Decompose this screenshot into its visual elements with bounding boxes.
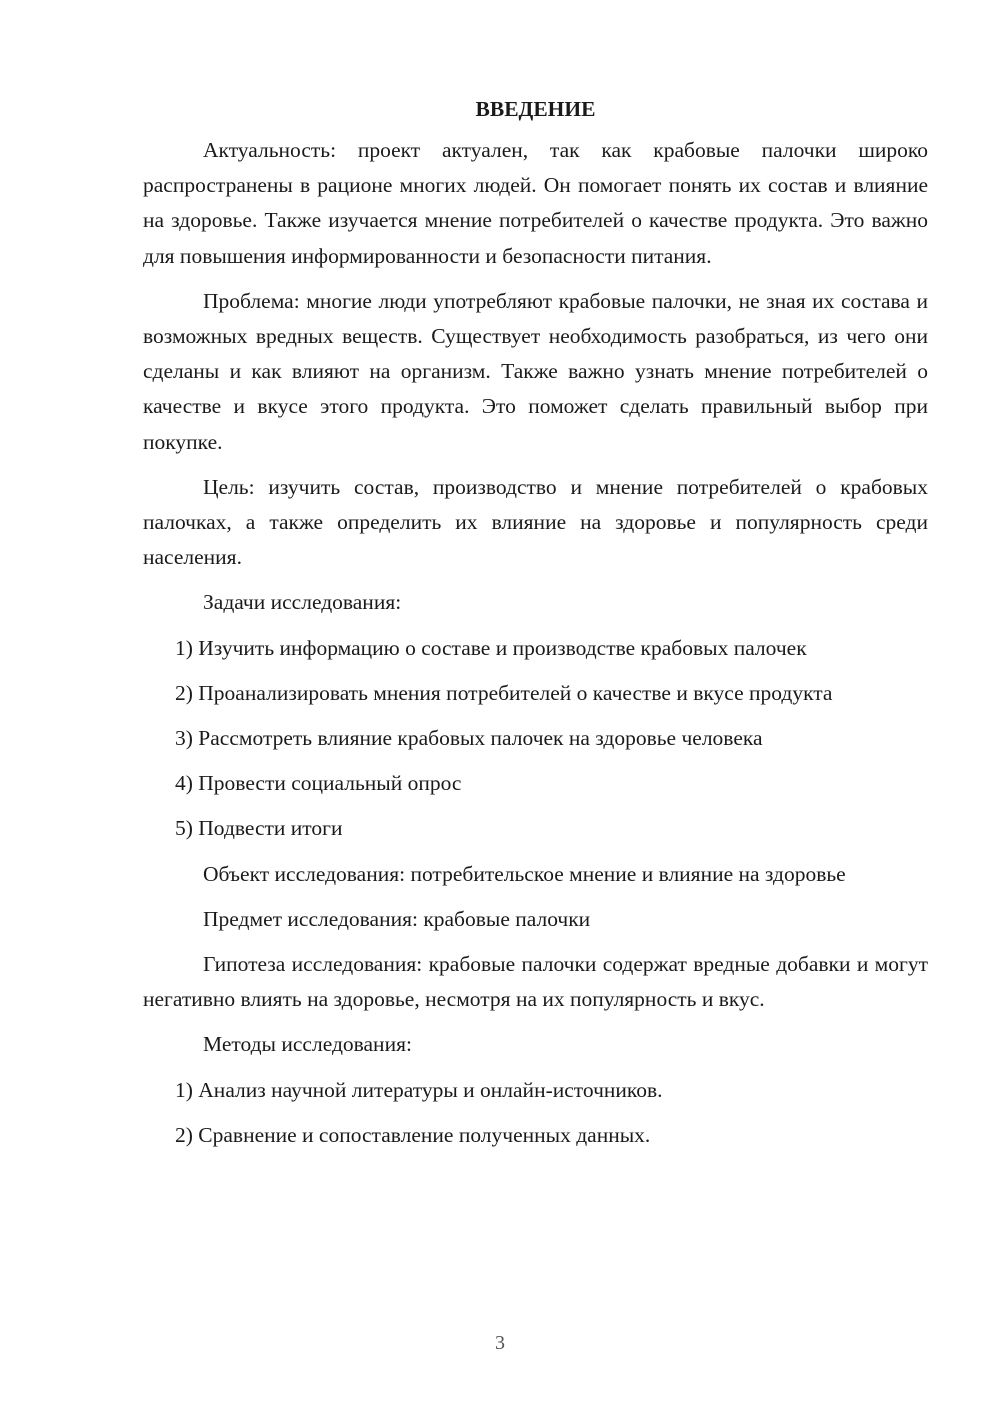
method-item: 1) Анализ научной литературы и онлайн-источников. (175, 1077, 663, 1102)
task-item: 5) Подвести итоги (175, 816, 343, 841)
problem-paragraph: Проблема: многие люди употребляют крабовые палочки, не зная их состава и возможных вредных веществ. Существует необходимость разобраться, из чего они сделаны и как влияют на организм. Также важно узнать мнение потребителей о качестве и вкусе этого продукта. Это поможет сделать правильный выбор при покупке. (143, 288, 928, 454)
page-number: 3 (495, 1332, 505, 1354)
tasks-heading: Задачи исследования: (203, 590, 402, 615)
document-page (143, 92, 928, 1163)
subject-paragraph: Предмет исследования: крабовые палочки (203, 906, 591, 931)
task-item: 3) Рассмотреть влияние крабовых палочек на здоровье человека (175, 726, 763, 751)
methods-heading: Методы исследования: (203, 1032, 412, 1057)
section-title: ВВЕДЕНИЕ (475, 97, 596, 121)
hypothesis-paragraph: Гипотеза исследования: крабовые палочки содержат вредные добавки и могут негативно влиять на здоровье, несмотря на их популярность и вкус. (143, 952, 928, 1012)
object-paragraph: Объект исследования: потребительское мнение и влияние на здоровье (203, 861, 846, 886)
task-item: 1) Изучить информацию о составе и производстве крабовых палочек (175, 635, 807, 660)
goal-paragraph: Цель: изучить состав, производство и мнение потребителей о крабовых палочках, а также определить их влияние на здоровье и популярность среди населения. (143, 474, 928, 570)
relevance-paragraph: Актуальность: проект актуален, так как крабовые палочки широко распространены в рационе многих людей. Он помогает понять их состав и влияние на здоровье. Также изучается мнение потребителей о качестве продукта. Это важно для повышения информированности и безопасности питания. (143, 138, 928, 268)
task-item: 2) Проанализировать мнения потребителей о качестве и вкусе продукта (175, 680, 833, 705)
method-item: 2) Сравнение и сопоставление полученных данных. (175, 1122, 651, 1147)
task-item: 4) Провести социальный опрос (175, 771, 462, 796)
